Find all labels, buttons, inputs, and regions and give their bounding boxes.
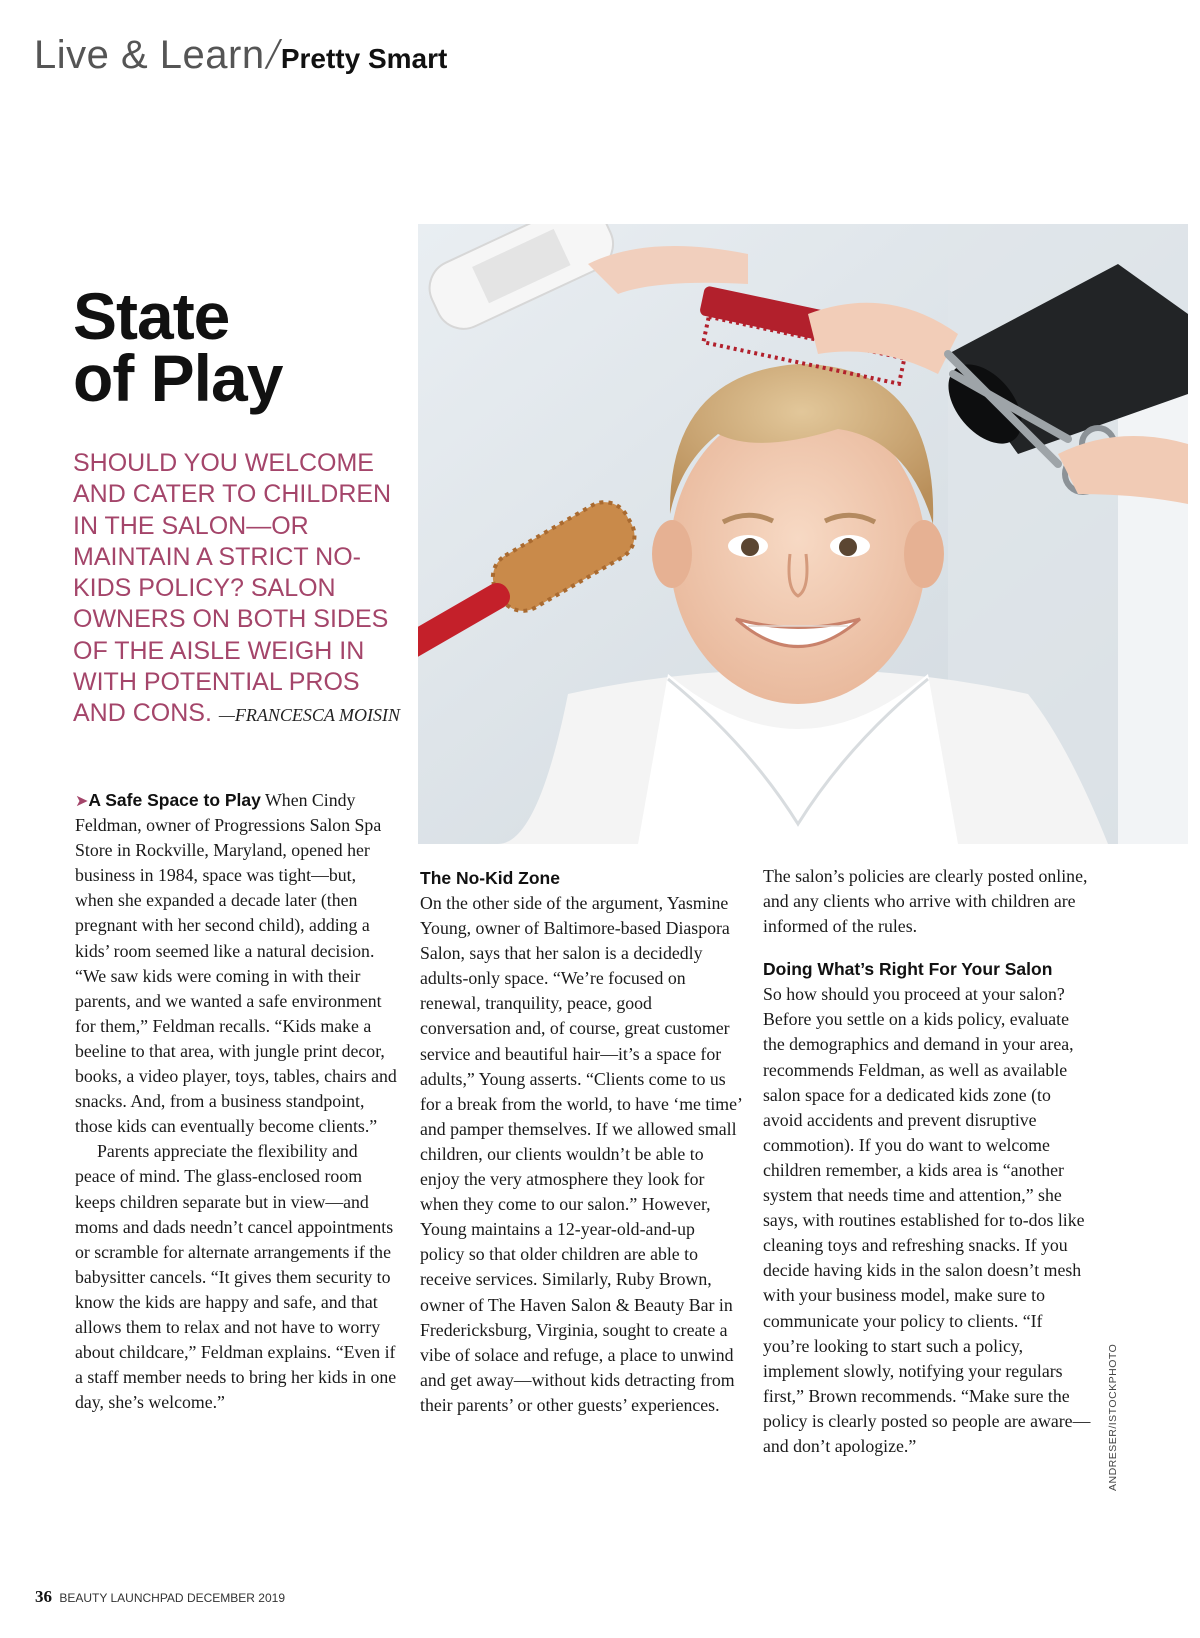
section2-continuation: The salon’s policies are clearly posted online, and any clients who arrive with children are informed of the rules. <box>763 866 1088 937</box>
chevron-right-icon: ➤ <box>75 791 89 810</box>
section3-paragraph-1: So how should you proceed at your salon? Before you settle on a kids policy, evaluate the demographics and demand in your area, recommends Feldman, as well as available salon space for a dedicated kids zone (to avoid accidents and prevent disruptive commotion). If you do want to welcome children remember, a kids area is “another system that needs time and attention,” she says, with routines established for to-dos like cleaning toys and refreshing snacks. If you decide having kids in the salon doesn’t mesh with your business model, make sure to communicate your policy to clients. “If you’re looking to start such a policy, implement slowly, notifying your regulars first,” Brown recommends. “Make sure the policy is clearly posted so people are aware—and don’t apologize.” <box>763 984 1091 1456</box>
deck-text: SHOULD YOU WELCOME AND CATER TO CHILDREN IN THE SALON—OR MAINTAIN A STRICT NO-KIDS POLICY? SALON OWNERS ON BOTH SIDES OF THE AISLE WEIGH IN WITH POTENTIAL PROS AND CONS. <box>73 449 392 728</box>
section-separator: / <box>266 29 279 78</box>
title-line-1: State <box>73 279 230 353</box>
section2-paragraph-1: On the other side of the argument, Yasmine Young, owner of Baltimore-based Diaspora Salon, says that her salon is a decidedly adults-only space. “We’re focused on renewal, tranquility, peace, good conversation and, of course, great customer service and beautiful hair—it’s a space for adults,” Young asserts. “Clients come to us for a break from the world, to have ‘me time’ and pamper themselves. If we allowed small children, our clients wouldn’t be able to enjoy the very atmosphere they look for when they come to our salon.” However, Young maintains a 12-year-old-and-up policy so that older children are able to receive services. Similarly, Ruby Brown, owner of The Haven Salon & Beauty Bar in Fredericksburg, Virginia, sought to create a vibe of solace and refuge, a place to unwind and get away—without kids detracting from their parents’ or other guests’ experiences. <box>420 893 742 1415</box>
publication-name: BEAUTY LAUNCHPAD <box>59 1591 184 1605</box>
boy-haircut-illustration <box>418 224 1188 844</box>
paragraph-gap <box>763 939 1093 957</box>
article-column-2 <box>420 866 742 1418</box>
issue-date: DECEMBER 2019 <box>186 1591 285 1605</box>
subsection-name: Pretty Smart <box>280 43 448 74</box>
page-footer <box>35 1587 285 1607</box>
section-name: Live & Learn <box>34 33 265 77</box>
page-number: 36 <box>35 1587 52 1606</box>
section1-paragraph-1 <box>75 788 397 1139</box>
article-byline: —FRANCESCA MOISIN <box>218 705 401 726</box>
section1-paragraph-2: Parents appreciate the flexibility and peace of mind. The glass-enclosed room keeps children separate but in view—and moms and dads needn’t cancel appointments or scramble for alternate arrangements if the babysitter cancels. “It gives them security to know the kids are happy and safe, and that allows them to relax and not have to worry about childcare,” Feldman explains. “Even if a staff member needs to bring her kids in one day, she’s welcome.” <box>75 1141 397 1413</box>
article-deck <box>73 448 403 732</box>
section3-heading: Doing What’s Right For Your Salon <box>763 959 1053 980</box>
photo-credit: ANDRESER/ISTOCKPHOTO <box>1107 1343 1119 1491</box>
article-column-3 <box>763 864 1093 1459</box>
section1-runin-heading: A Safe Space to Play <box>88 790 261 810</box>
article-photo <box>418 224 1188 844</box>
article-title <box>73 279 373 415</box>
section1-p1-text: When Cindy Feldman, owner of Progressions Salon Spa Store in Rockville, Maryland, opened her business in 1984, space was tight—but, when she expanded a decade later (then pregnant with her second child), adding a kids’ room seemed like a natural decision. “We saw kids were coming in with their parents, and we wanted a safe environment for them,” Feldman recalls. “Kids make a beeline to that area, with jungle print decor, books, a video player, toys, tables, chairs and snacks. And, from a business standpoint, those kids can eventually become clients.” <box>75 790 397 1137</box>
article-column-1 <box>75 788 397 1415</box>
section-header <box>34 28 447 79</box>
title-line-2: of Play <box>73 341 283 415</box>
section2-heading: The No-Kid Zone <box>420 868 560 888</box>
